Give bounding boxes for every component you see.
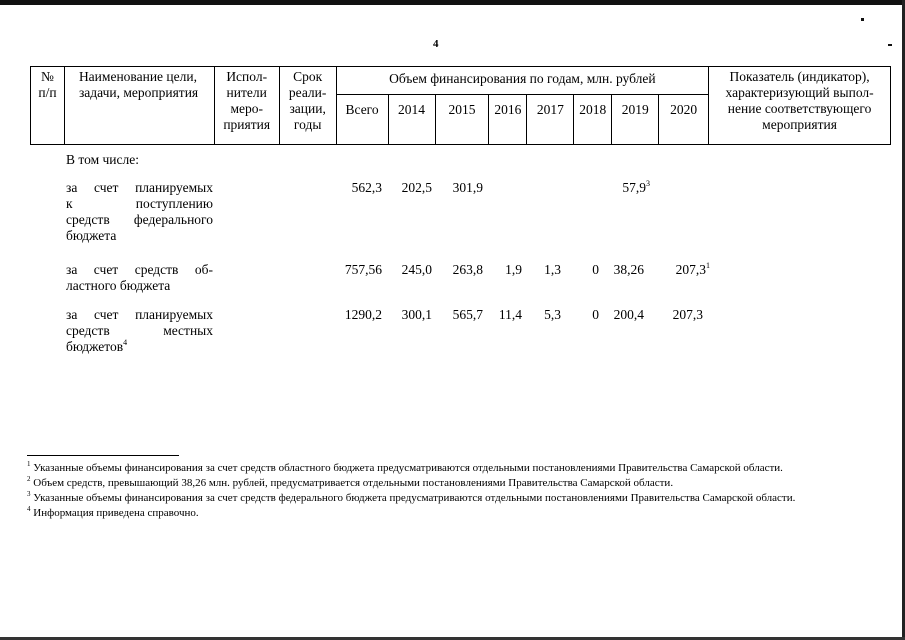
footnotes: [27, 461, 857, 521]
cell-2014: 245,0: [401, 262, 432, 277]
cell-2017: 1,3: [544, 262, 561, 277]
footnote: $^4$ Информация приведена справочно.: [27, 505, 199, 519]
cell-2019: 38,26: [613, 262, 644, 277]
header-year-2018: 2018: [574, 95, 612, 145]
header-indicator: Показатель (индикатор), характеризующий выпол- нение соответствующего мероприятия: [709, 67, 891, 145]
cell-2020: 207,3$^1$: [675, 260, 710, 277]
funding-table-header: [30, 66, 891, 145]
scan-speck: [888, 44, 892, 46]
footnote: $^2$ Объем средств, превышающий 38,26 млн. рублей, предусматривается отдельными постановлениями Правительства Самарской области.: [27, 475, 674, 489]
cell-2019: 200,4: [613, 307, 644, 322]
header-year-2016: 2016: [489, 95, 527, 145]
header-year-2014: 2014: [388, 95, 435, 145]
page-number: 4: [433, 38, 439, 50]
cell-2018: 0: [592, 307, 599, 322]
header-year-2017: 2017: [527, 95, 574, 145]
row-label-federal: за счет планируемых к поступлению средств федерального бюджета: [66, 180, 213, 243]
cell-2020: 207,3: [672, 307, 703, 322]
header-year-2015: 2015: [435, 95, 489, 145]
scan-border-top: [0, 0, 905, 5]
cell-2017: 5,3: [544, 307, 561, 322]
cell-total: 757,56: [344, 262, 382, 277]
cell-2015: 263,8: [452, 262, 483, 277]
header-year-total: Всего: [336, 95, 388, 145]
header-executors: Испол- нители меро- приятия: [214, 67, 279, 145]
cell-2014: 300,1: [401, 307, 432, 322]
cell-2016: 11,4: [498, 307, 522, 322]
cell-2016: 1,9: [505, 262, 522, 277]
header-funding-title: Объем финансирования по годам, млн. рублей: [336, 67, 709, 95]
header-year-2019: 2019: [612, 95, 659, 145]
cell-2014: 202,5: [401, 180, 432, 195]
cell-2015: 301,9: [452, 180, 483, 195]
cell-2018: 0: [592, 262, 599, 277]
row-label-regional: за счет средств об- ластного бюджета: [66, 262, 213, 293]
footnote-separator: [27, 455, 179, 456]
row-label-local: за счет планируемых средств местных бюджетов$^4$: [66, 307, 213, 354]
footnote-ref: 4: [123, 337, 128, 347]
section-label: В том числе:: [66, 152, 139, 167]
header-number: № п/п: [31, 67, 65, 145]
footnote-ref: 3: [646, 178, 650, 188]
cell-2015: 565,7: [452, 307, 483, 322]
cell-total: 562,3: [351, 180, 382, 195]
cell-total: 1290,2: [344, 307, 382, 322]
header-year-2020: 2020: [659, 95, 709, 145]
header-term: Срок реали- зации, годы: [279, 67, 336, 145]
footnote: $^1$ Указанные объемы финансирования за счет средств областного бюджета предусматриваются отдельными постановлениями Правительства Самарской области.: [27, 460, 783, 474]
cell-2019: 57,9$^3$: [622, 178, 650, 195]
header-name: Наименование цели, задачи, мероприятия: [64, 67, 214, 145]
footnote: $^3$ Указанные объемы финансирования за счет средств федерального бюджета предусматриваются отдельными постановлениями Правительства Самарской области.: [27, 490, 796, 504]
scan-speck: [861, 18, 864, 21]
footnote-ref: 1: [706, 260, 710, 270]
